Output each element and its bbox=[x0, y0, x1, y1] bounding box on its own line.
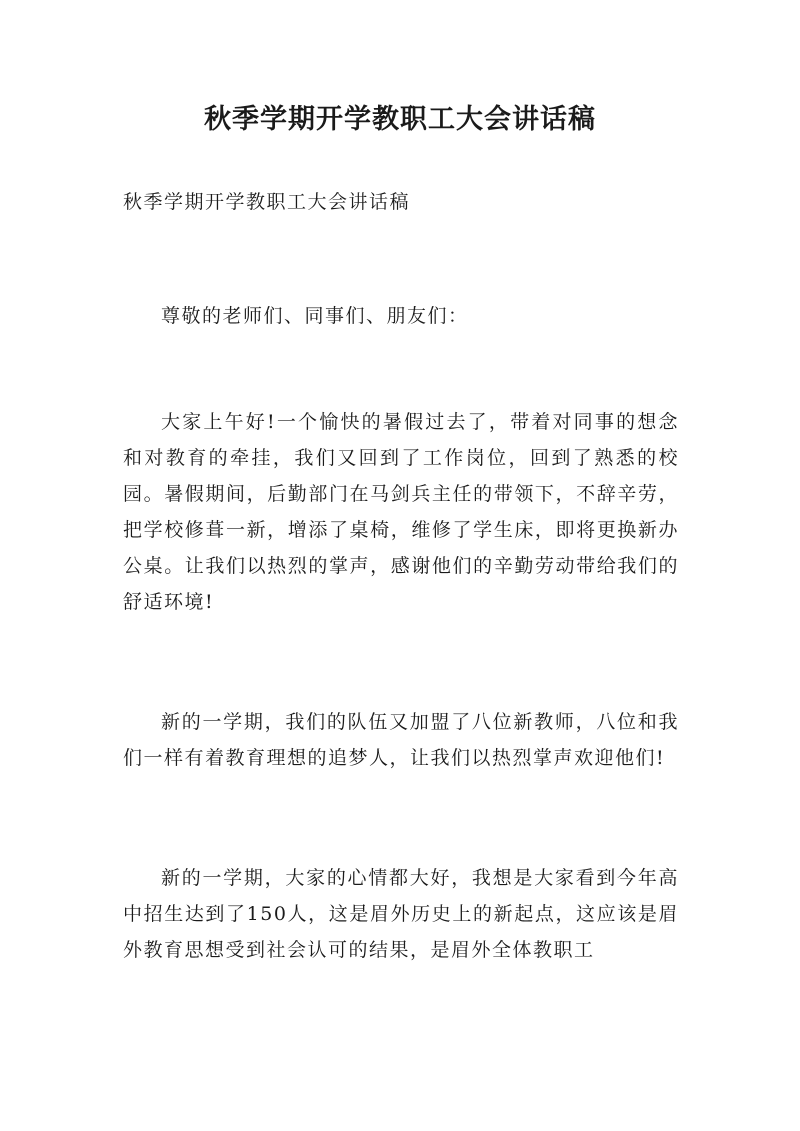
document-subtitle: 秋季学期开学教职工大会讲话稿 bbox=[123, 191, 411, 213]
greeting-line: 尊敬的老师们、同事们、朋友们： bbox=[161, 305, 469, 327]
document-body bbox=[123, 184, 679, 968]
body-paragraph: 新的一学期，我们的队伍又加盟了八位新教师，八位和我们一样有着教育理想的追梦人，让我们以热烈掌声欢迎他们! bbox=[123, 711, 679, 769]
body-paragraph: 新的一学期，大家的心情都大好，我想是大家看到今年高中招生达到了150人，这是眉外历史上的新起点，这应该是眉外教育思想受到社会认可的结果，是眉外全体教职工 bbox=[123, 867, 679, 961]
document-title: 秋季学期开学教职工大会讲话稿 bbox=[204, 104, 596, 135]
body-paragraph: 大家上午好!一个愉快的暑假过去了，带着对同事的想念和对教育的牵挂，我们又回到了工作岗位，回到了熟悉的校园。暑假期间，后勤部门在马剑兵主任的带领下，不辞辛劳，把学校修葺一新，增添了桌椅，维修了学生床，即将更换新办公桌。让我们以热烈的掌声，感谢他们的辛勤劳动带给我们的舒适环境! bbox=[123, 411, 679, 613]
